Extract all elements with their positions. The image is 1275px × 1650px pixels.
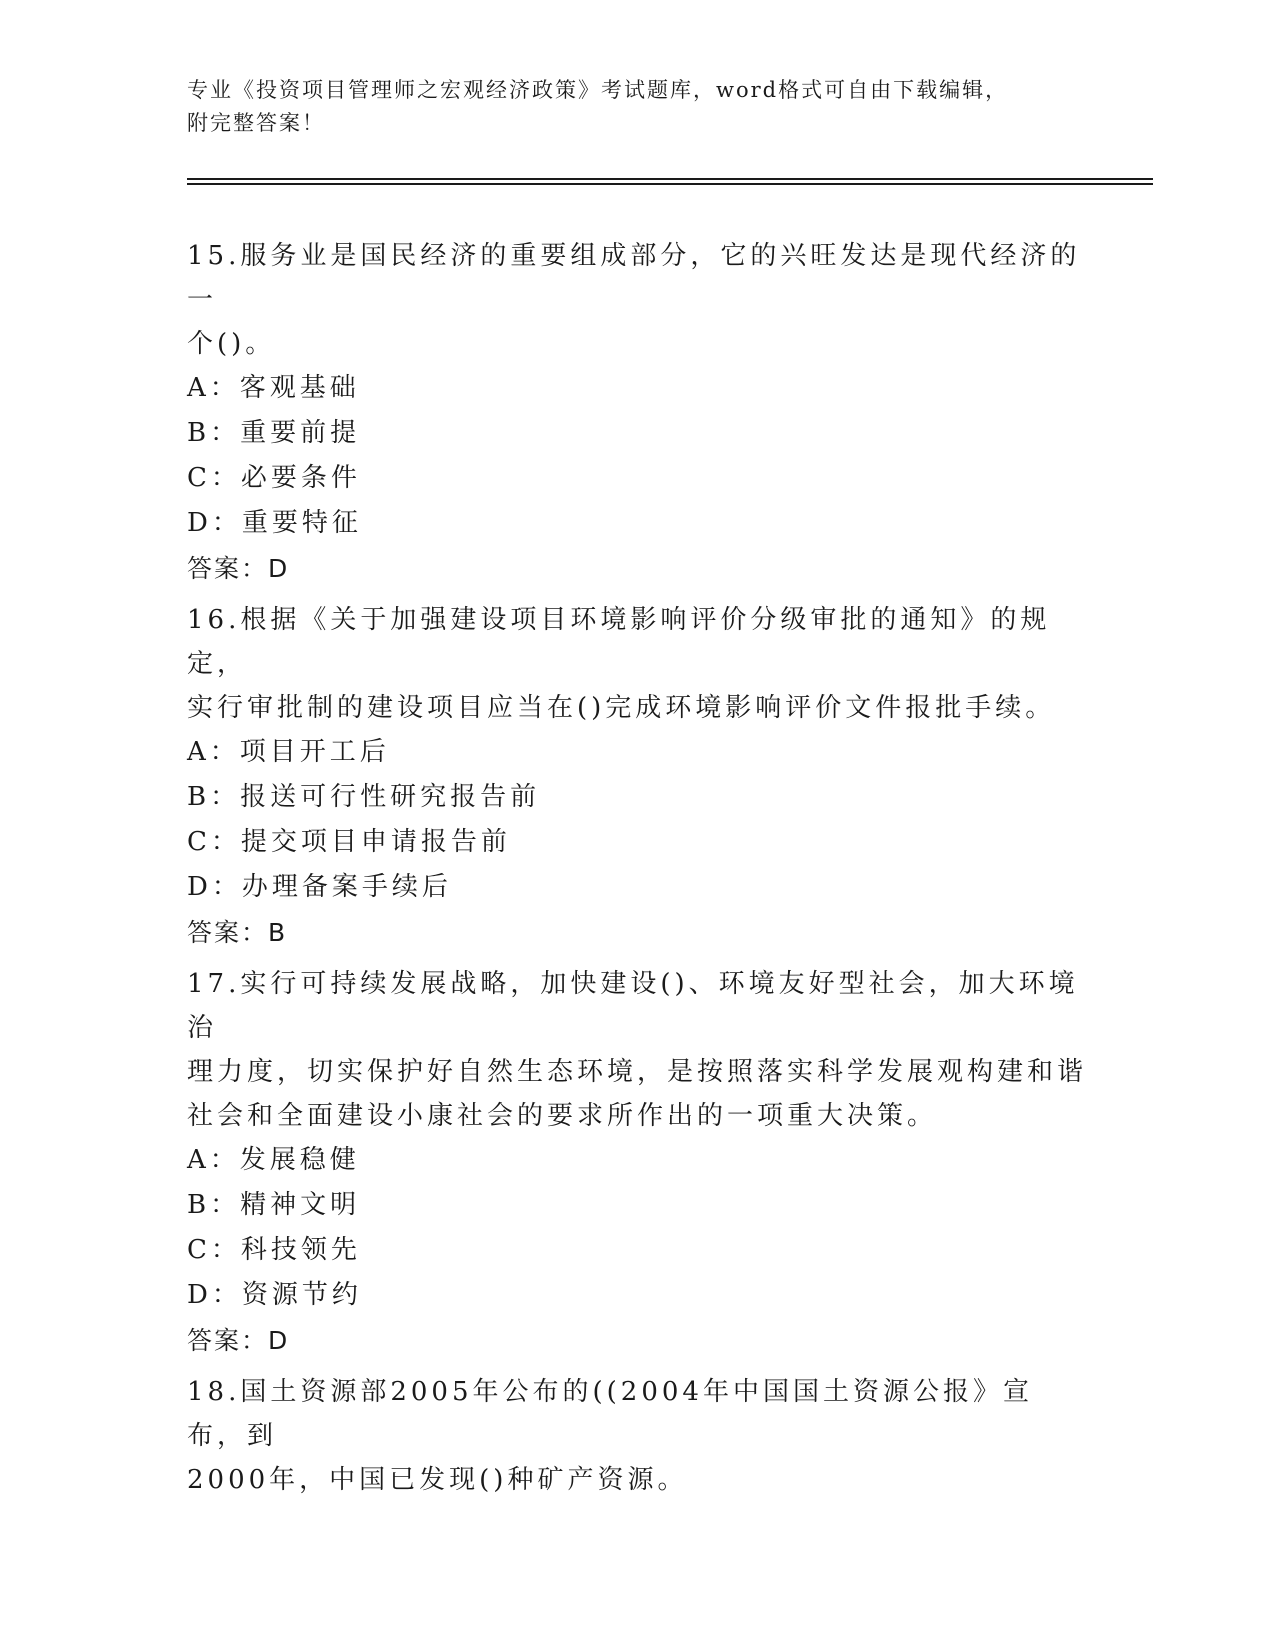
answer: 答案：B bbox=[187, 918, 288, 947]
option-c: C：提交项目申请报告前 bbox=[187, 827, 511, 857]
question-stem-line: 理力度，切实保护好自然生态环境，是按照落实科学发展观构建和谐 bbox=[187, 1057, 1088, 1087]
option-d: D：资源节约 bbox=[187, 1280, 362, 1310]
option-a: A：客观基础 bbox=[187, 373, 360, 403]
option-d: D：重要特征 bbox=[187, 508, 362, 538]
option-b: B：报送可行性研究报告前 bbox=[187, 782, 541, 812]
option-c: C：科技领先 bbox=[187, 1235, 361, 1265]
option-a: A：发展稳健 bbox=[187, 1145, 360, 1175]
question-stem-line: 17.实行可持续发展战略，加快建设()、环境友好型社会，加大环境治 bbox=[187, 969, 1079, 1043]
header-divider-bottom bbox=[187, 183, 1153, 185]
question-15 bbox=[187, 234, 1087, 591]
header-line-2: 附完整答案！ bbox=[187, 111, 325, 135]
question-stem-line: 2000年，中国已发现()种矿产资源。 bbox=[187, 1465, 688, 1495]
option-a: A：项目开工后 bbox=[187, 737, 390, 767]
header-divider-top bbox=[187, 178, 1153, 180]
question-18 bbox=[187, 1370, 1087, 1502]
question-stem-line: 18.国土资源部2005年公布的((2004年中国国土资源公报》宣布，到 bbox=[187, 1377, 1033, 1451]
question-stem-line: 15.服务业是国民经济的重要组成部分，它的兴旺发达是现代经济的一 bbox=[187, 241, 1081, 315]
option-d: D：办理备案手续后 bbox=[187, 872, 452, 902]
header-line-1: 专业《投资项目管理师之宏观经济政策》考试题库，word格式可自由下载编辑， bbox=[187, 78, 1009, 102]
question-stem-line: 实行审批制的建设项目应当在()完成环境影响评价文件报批手续。 bbox=[187, 693, 1056, 723]
answer: 答案：D bbox=[187, 554, 290, 583]
option-b: B：精神文明 bbox=[187, 1190, 361, 1220]
question-17 bbox=[187, 962, 1087, 1363]
question-stem-line: 16.根据《关于加强建设项目环境影响评价分级审批的通知》的规定， bbox=[187, 605, 1051, 679]
question-stem-line: 个()。 bbox=[187, 329, 276, 359]
option-b: B：重要前提 bbox=[187, 418, 361, 448]
answer: 答案：D bbox=[187, 1326, 290, 1355]
option-c: C：必要条件 bbox=[187, 463, 361, 493]
document-header bbox=[187, 74, 1087, 140]
question-stem-line: 社会和全面建设小康社会的要求所作出的一项重大决策。 bbox=[187, 1101, 938, 1131]
question-16 bbox=[187, 598, 1087, 955]
